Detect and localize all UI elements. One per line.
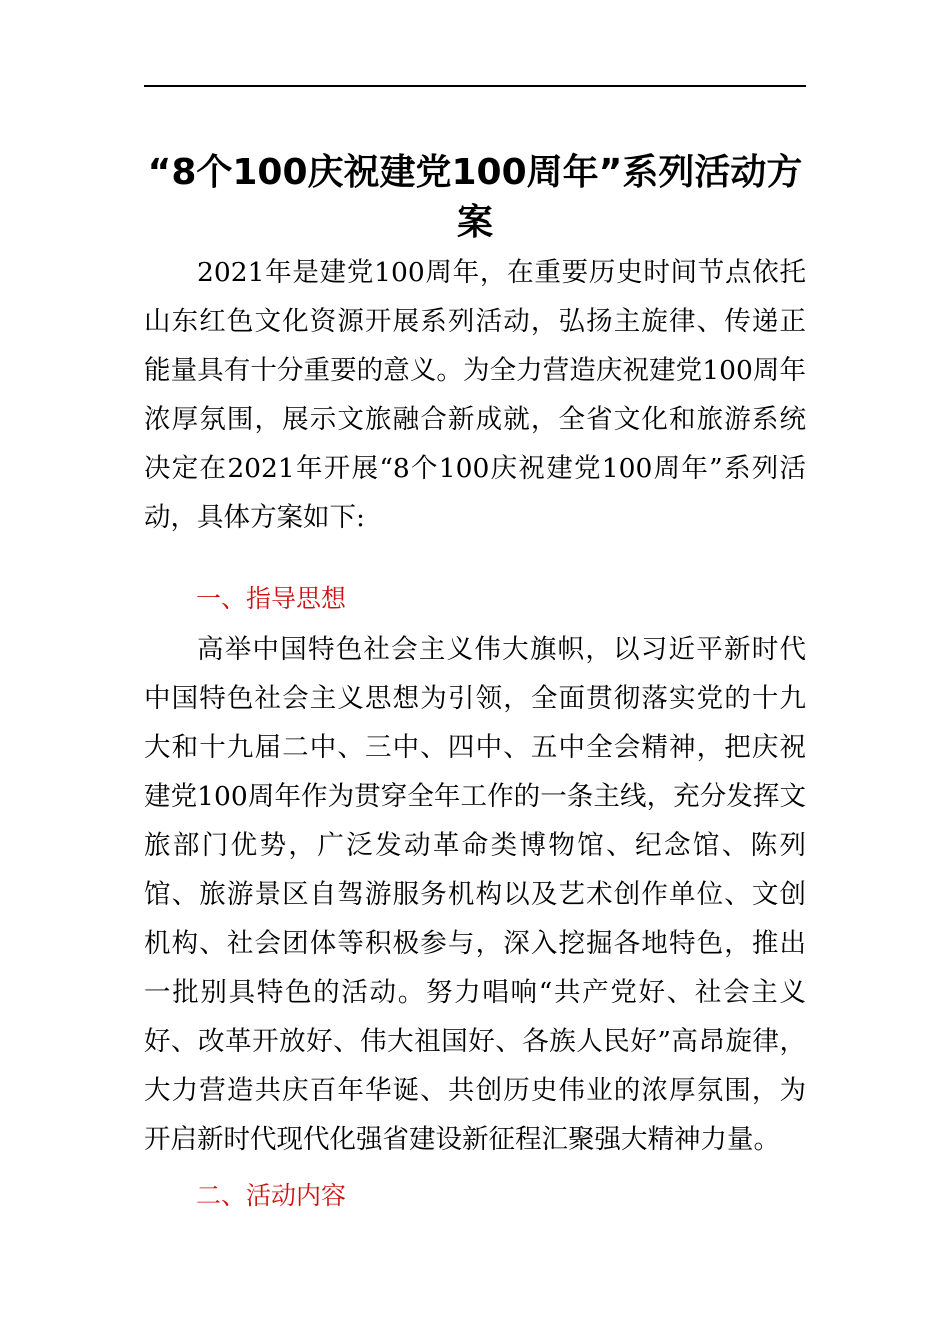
document-title: “8个100庆祝建党100周年”系列活动方案 bbox=[147, 152, 803, 243]
guiding-ideology-paragraph: 高举中国特色社会主义伟大旗帜，以习近平新时代中国特色社会主义思想为引领，全面贯彻落实党的十九大和十九届二中、三中、四中、五中全会精神，把庆祝建党100周年作为贯穿全年工作的一条主线，充分发挥文旅部门优势，广泛发动革命类博物馆、纪念馆、陈列馆、旅游景区自驾游服务机构以及艺术创作单位、文创机构、社会团体等积极参与，深入挖掘各地特色，推出一批别具特色的活动。努力唱响“共产党好、社会主义好、改革开放好、伟大祖国好、各族人民好”高昂旋律，大力营造共庆百年华诞、共创历史伟业的浓厚氛围，为开启新时代现代化强省建设新征程汇聚强大精神力量。 bbox=[144, 634, 806, 1155]
header-rule bbox=[144, 85, 806, 87]
intro-paragraph: 2021年是建党100周年，在重要历史时间节点依托山东红色文化资源开展系列活动，弘扬主旋律、传递正能量具有十分重要的意义。为全力营造庆祝建党100周年浓厚氛围，展示文旅融合新成就，全省文化和旅游系统决定在2021年开展“8个100庆祝建党100周年”系列活动，具体方案如下: bbox=[144, 257, 806, 533]
section-heading-guiding-ideology: 一、指导思想 bbox=[196, 584, 347, 613]
section-heading-activity-content: 二、活动内容 bbox=[196, 1181, 347, 1210]
